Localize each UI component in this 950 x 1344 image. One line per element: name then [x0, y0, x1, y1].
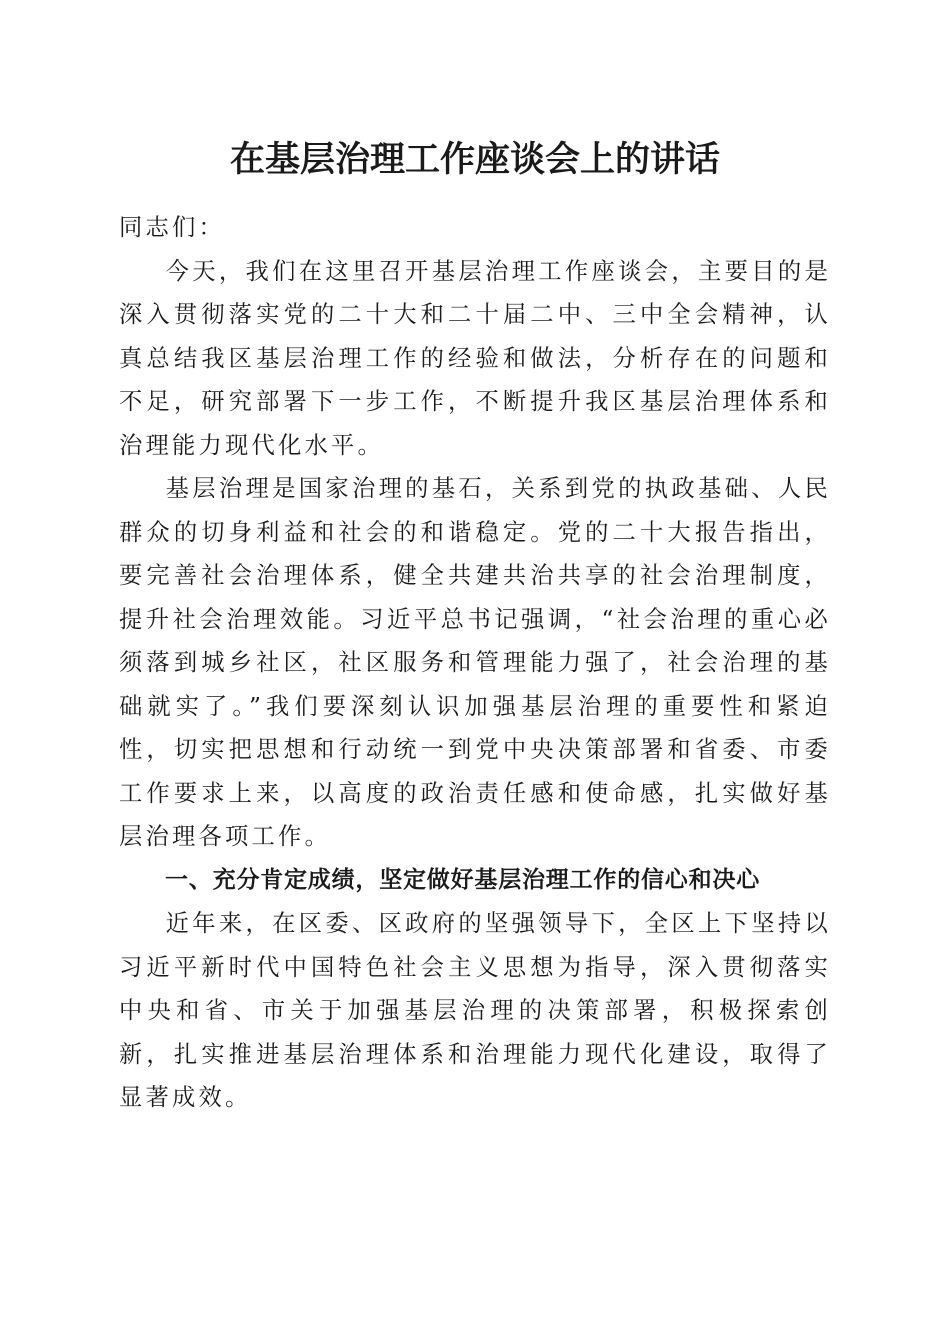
document-body	[119, 206, 831, 1120]
paragraph-achievements: 近年来，在区委、区政府的坚强领导下，全区上下坚持以习近平新时代中国特色社会主义思想为指导，深入贯彻落实中央和省、市关于加强基层治理的决策部署，积极探索创新，扎实推进基层治理体系和治理能力现代化建设，取得了显著成效。	[119, 910, 831, 1111]
section-heading: 一、充分肯定成绩，坚定做好基层治理工作的信心和决心	[165, 866, 760, 893]
document-title: 在基层治理工作座谈会上的讲话	[229, 139, 720, 180]
salutation: 同志们：	[119, 214, 225, 241]
paragraph-importance: 基层治理是国家治理的基石，关系到党的执政基础、人民群众的切身利益和社会的和谐稳定。党的二十大报告指出，要完善社会治理体系，健全共建共治共享的社会治理制度，提升社会治理效能。习近平总书记强调，“社会治理的重心必须落到城乡社区，社区服务和管理能力强了，社会治理的基础就实了。”我们要深刻认识加强基层治理的重要性和紧迫性，切实把思想和行动统一到党中央决策部署和省委、市委工作要求上来，以高度的政治责任感和使命感，扎实做好基层治理各项工作。	[119, 475, 831, 850]
paragraph-opening: 今天，我们在这里召开基层治理工作座谈会，主要目的是深入贯彻落实党的二十大和二十届二中、三中全会精神，认真总结我区基层治理工作的经验和做法，分析存在的问题和不足，研究部署下一步工作，不断提升我区基层治理体系和治理能力现代化水平。	[119, 257, 831, 459]
